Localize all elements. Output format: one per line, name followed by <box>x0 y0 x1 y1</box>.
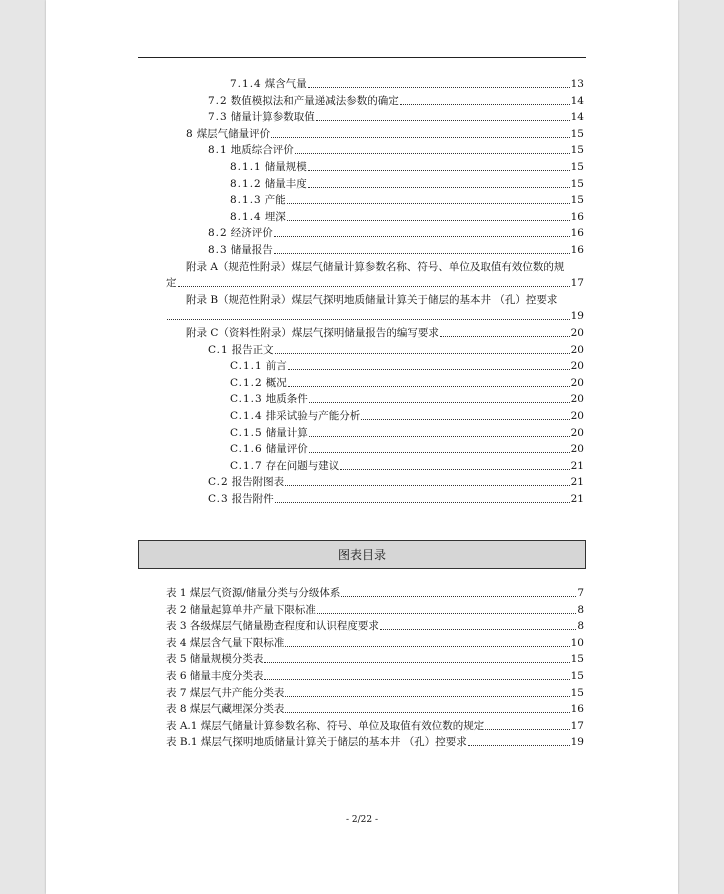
dot-leader <box>285 696 569 697</box>
toc-entry-continuation[interactable] <box>166 276 584 290</box>
toc-entry[interactable] <box>208 343 584 357</box>
toc-entry[interactable] <box>230 210 584 224</box>
toc-entry[interactable] <box>230 409 584 423</box>
toc-entry-page: 15 <box>570 194 584 207</box>
toc-entry-page: 20 <box>570 443 584 456</box>
toc-entry[interactable] <box>186 293 584 307</box>
toc-entry[interactable] <box>186 127 584 141</box>
table-list-entry[interactable] <box>166 702 584 716</box>
toc-entry[interactable] <box>186 260 584 274</box>
toc-entry[interactable] <box>230 77 584 91</box>
toc-entry-title: 排采试验与产能分析 <box>265 410 361 422</box>
toc-entry-title: 附录 A（规范性附录）煤层气储量计算参数名称、符号、单位及取值有效位数的规 <box>186 260 565 273</box>
dot-leader <box>274 253 570 254</box>
dot-leader <box>271 137 569 138</box>
toc-entry-number: C.1.4 <box>230 410 263 422</box>
toc-entry-page: 15 <box>570 127 584 140</box>
dot-leader <box>264 662 569 663</box>
toc-entry-number: 8.1.3 <box>230 194 262 207</box>
dot-leader <box>317 613 576 614</box>
toc-entry-number: C.1.3 <box>230 393 263 406</box>
toc-entry[interactable] <box>186 326 584 340</box>
toc-entry-page: 20 <box>570 327 584 339</box>
toc-entry[interactable] <box>208 110 584 124</box>
toc-entry[interactable] <box>208 243 584 257</box>
toc-entry-page: 13 <box>570 78 584 90</box>
toc-entry-page: 20 <box>570 393 584 406</box>
toc-entry[interactable] <box>230 392 584 406</box>
toc-entry-number: 7.1.4 <box>230 78 262 90</box>
dot-leader <box>288 386 570 387</box>
toc-entry-number: C.3 <box>208 493 229 505</box>
dot-leader <box>274 236 570 237</box>
table-list-title: 表 3 各级煤层气储量勘查程度和认识程度要求 <box>166 620 379 633</box>
table-list-page: 16 <box>570 703 584 716</box>
dot-leader <box>309 436 570 437</box>
dot-leader <box>295 153 570 154</box>
figures-list-heading: 图表目录 <box>138 540 586 569</box>
table-list-title: 表 A.1 煤层气储量计算参数名称、符号、单位及取值有效位数的规定 <box>166 719 485 732</box>
toc-entry-title: 储量丰度 <box>264 177 307 190</box>
toc-entry-number: 8 <box>186 127 194 140</box>
table-list-page: 7 <box>577 587 584 599</box>
dot-leader <box>341 596 576 597</box>
toc-entry-title: 煤含气量 <box>264 78 307 90</box>
toc-entry[interactable] <box>230 177 584 191</box>
toc-entry-page: 15 <box>570 144 584 157</box>
dot-leader <box>178 286 570 287</box>
toc-entry-title: 储量计算参数取值 <box>230 111 315 124</box>
toc-entry-title: 储量计算 <box>265 426 308 439</box>
toc-entry-title: 报告附图表 <box>231 476 285 489</box>
toc-entry[interactable] <box>208 475 584 489</box>
table-list-title: 表 5 储量规模分类表 <box>166 653 264 666</box>
toc-entry-page: 20 <box>570 376 584 389</box>
toc-entry-title: 数值模拟法和产量递减法参数的确定 <box>230 94 399 107</box>
toc-entry[interactable] <box>230 376 584 390</box>
table-list-entry[interactable] <box>166 586 584 600</box>
toc-entry-number: C.1.5 <box>230 426 263 439</box>
table-list-title: 表 6 储量丰度分类表 <box>166 670 264 682</box>
toc-entry-page: 15 <box>570 161 584 173</box>
dot-leader <box>308 87 570 88</box>
toc-entry-title: 储量评价 <box>265 443 308 456</box>
dot-leader <box>275 353 570 354</box>
toc-entry-title: 附录 C（资料性附录）煤层气探明储量报告的编写要求 <box>186 327 439 339</box>
dot-leader <box>440 336 570 337</box>
table-list-page: 15 <box>570 653 584 666</box>
table-list-title: 表 B.1 煤层气探明地质储量计算关于储层的基本井 （孔）控要求 <box>166 736 467 749</box>
toc-entry-title: 地质条件 <box>265 393 308 406</box>
toc-entry-title: 储量报告 <box>230 244 273 256</box>
dot-leader <box>167 319 570 320</box>
toc-entry-page: 14 <box>570 111 584 124</box>
toc-entry[interactable] <box>230 160 584 174</box>
toc-entry-number: C.1.6 <box>230 443 263 456</box>
toc-entry-page: 15 <box>570 177 584 190</box>
toc-entry-title: 报告正文 <box>231 343 274 356</box>
dot-leader <box>361 419 569 420</box>
table-list-entry[interactable] <box>166 603 584 617</box>
toc-entry-number: 8.1.2 <box>230 177 262 190</box>
dot-leader <box>316 120 570 121</box>
dot-leader <box>468 745 570 746</box>
toc-entry-title-continued: 定 <box>166 277 177 290</box>
toc-entry-number: C.1.1 <box>230 360 263 373</box>
table-list-entry[interactable] <box>166 652 584 666</box>
toc-entry-page: 21 <box>570 476 584 489</box>
toc-entry-number: 7.3 <box>208 111 228 124</box>
table-list-entry[interactable] <box>166 619 584 633</box>
dot-leader <box>308 170 570 171</box>
toc-entry-page: 21 <box>570 493 584 505</box>
toc-entry-title: 报告附件 <box>231 493 274 505</box>
table-list-title: 表 7 煤层气井产能分类表 <box>166 686 285 699</box>
toc-entry-page: 16 <box>570 244 584 256</box>
toc-entry-title: 存在问题与建议 <box>265 459 340 472</box>
toc-entry-number: 8.1.4 <box>230 210 262 223</box>
dot-leader <box>400 104 570 105</box>
toc-entry-page: 16 <box>570 227 584 240</box>
toc-entry-number: 7.2 <box>208 94 228 107</box>
toc-entry-page: 20 <box>570 410 584 422</box>
dot-leader <box>285 712 569 713</box>
table-list-page: 8 <box>577 603 584 616</box>
table-list-title: 表 1 煤层气资源/储量分类与分级体系 <box>166 587 341 599</box>
table-list-page: 8 <box>577 620 584 633</box>
toc-entry[interactable] <box>230 459 584 473</box>
dot-leader <box>264 679 569 680</box>
table-list-page: 15 <box>570 670 584 682</box>
toc-entry-number: 8.1.1 <box>230 161 262 173</box>
toc-entry[interactable] <box>230 426 584 440</box>
toc-entry-continuation[interactable] <box>166 309 584 323</box>
table-list-entry[interactable] <box>166 636 584 650</box>
header-rule <box>138 57 586 58</box>
toc-entry-number: 8.2 <box>208 227 228 240</box>
toc-entry[interactable] <box>208 143 584 157</box>
table-list-entry[interactable] <box>166 719 584 733</box>
toc-entry-title: 附录 B（规范性附录）煤层气探明地质储量计算关于储层的基本井 （孔）控要求 <box>186 293 558 306</box>
toc-entry[interactable] <box>230 359 584 373</box>
dot-leader <box>309 402 570 403</box>
table-list-entry[interactable] <box>166 735 584 749</box>
dot-leader <box>287 203 570 204</box>
table-list-page: 15 <box>570 686 584 699</box>
toc-entry-number: C.1.7 <box>230 459 263 472</box>
toc-entry[interactable] <box>208 226 584 240</box>
dot-leader <box>340 469 569 470</box>
table-list-entry[interactable] <box>166 669 584 683</box>
toc-entry-number: C.1 <box>208 343 229 356</box>
toc-entry-title: 地质综合评价 <box>230 144 294 157</box>
dot-leader <box>285 646 569 647</box>
toc-entry-title: 煤层气储量评价 <box>196 127 271 140</box>
table-list-page: 19 <box>570 736 584 749</box>
toc-entry-number: C.1.2 <box>230 376 263 389</box>
toc-entry-page: 16 <box>570 210 584 223</box>
toc-entry-title: 埋深 <box>264 210 286 223</box>
toc-entry-number: C.2 <box>208 476 229 489</box>
toc-entry-page: 17 <box>570 277 584 290</box>
table-list-title: 表 8 煤层气藏埋深分类表 <box>166 703 285 716</box>
toc-entry-number: 8.1 <box>208 144 228 157</box>
toc-entry-title: 产能 <box>264 194 286 207</box>
table-list-title: 表 4 煤层含气量下限标准 <box>166 636 285 649</box>
dot-leader <box>288 369 570 370</box>
dot-leader <box>308 187 570 188</box>
toc-entry-page: 19 <box>570 310 584 323</box>
dot-leader <box>485 729 569 730</box>
toc-entry-page: 20 <box>570 343 584 356</box>
toc-entry[interactable] <box>208 492 584 506</box>
toc-entry-number: 8.3 <box>208 244 228 256</box>
toc-entry-page: 14 <box>570 94 584 107</box>
dot-leader <box>380 629 576 630</box>
toc-entry-title: 前言 <box>265 360 287 373</box>
toc-entry-title: 储量规模 <box>264 161 307 173</box>
toc-entry[interactable] <box>230 193 584 207</box>
table-list-title: 表 2 储量起算单井产量下限标准 <box>166 603 316 616</box>
toc-entry-page: 20 <box>570 360 584 373</box>
dot-leader <box>287 220 570 221</box>
table-list-page: 10 <box>570 636 584 649</box>
dot-leader <box>309 452 570 453</box>
dot-leader <box>285 485 569 486</box>
toc-entry-title: 经济评价 <box>230 227 273 240</box>
table-list-page: 17 <box>570 719 584 732</box>
toc-entry[interactable] <box>230 442 584 456</box>
dot-leader <box>275 502 570 503</box>
table-list-entry[interactable] <box>166 686 584 700</box>
toc-entry-title: 概况 <box>265 376 287 389</box>
toc-entry-page: 21 <box>570 459 584 472</box>
toc-entry[interactable] <box>208 94 584 108</box>
page-number: - 2/22 - <box>345 815 378 825</box>
toc-entry-page: 20 <box>570 426 584 439</box>
document-page <box>46 0 678 894</box>
